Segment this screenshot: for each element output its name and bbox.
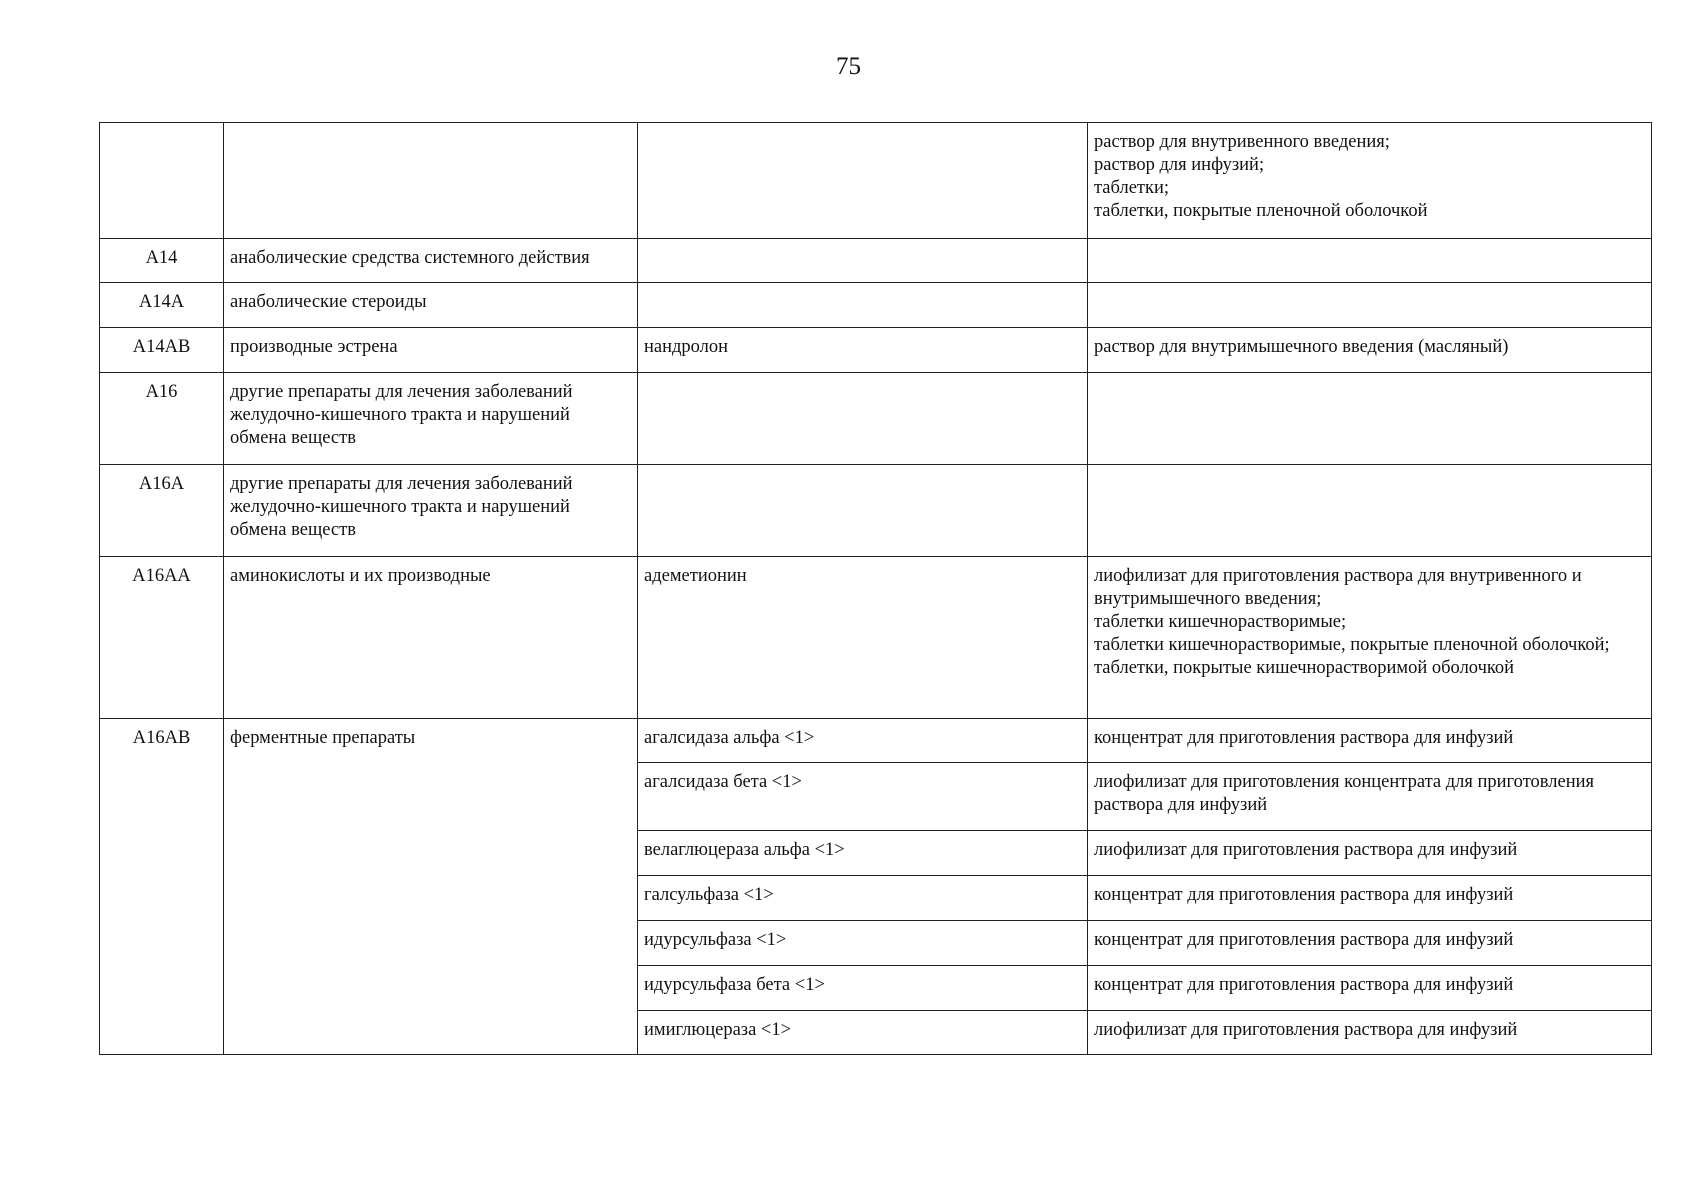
- atc-code-cell: A16AB: [100, 719, 224, 1055]
- table-row: [100, 719, 1652, 763]
- drug-name-cell: идурсульфаза <1>: [638, 921, 1088, 966]
- dosage-form-line: лиофилизат для приготовления раствора для внутривенного и внутримышечного введения;: [1094, 566, 1582, 609]
- group-name-cell: производные эстрена: [224, 328, 638, 373]
- dosage-form-line: раствор для внутривенного введения;: [1094, 132, 1390, 152]
- dosage-forms-cell: лиофилизат для приготовления раствора для инфузий: [1088, 831, 1652, 876]
- group-name-cell: аминокислоты и их производные: [224, 557, 638, 719]
- drug-name-cell: [638, 239, 1088, 283]
- dosage-forms-cell: [1088, 123, 1652, 239]
- dosage-forms-cell: [1088, 283, 1652, 328]
- dosage-form-line: раствор для внутримышечного введения (масляный): [1094, 337, 1509, 357]
- drug-name-cell: [638, 465, 1088, 557]
- group-name-cell: ферментные препараты: [224, 719, 638, 1055]
- drug-name-cell: галсульфаза <1>: [638, 876, 1088, 921]
- group-name-cell: другие препараты для лечения заболеваний желудочно-кишечного тракта и нарушений обмена веществ: [224, 373, 638, 465]
- dosage-forms-cell: концентрат для приготовления раствора для инфузий: [1088, 921, 1652, 966]
- group-name-cell: другие препараты для лечения заболеваний желудочно-кишечного тракта и нарушений обмена веществ: [224, 465, 638, 557]
- drug-name-cell: имиглюцераза <1>: [638, 1011, 1088, 1055]
- table-row: [100, 328, 1652, 373]
- drug-name-cell: идурсульфаза бета <1>: [638, 966, 1088, 1011]
- dosage-forms-cell: [1088, 557, 1652, 719]
- dosage-forms-cell: концентрат для приготовления раствора для инфузий: [1088, 719, 1652, 763]
- atc-code-cell: A14: [100, 239, 224, 283]
- dosage-forms-cell: лиофилизат для приготовления раствора для инфузий: [1088, 1011, 1652, 1055]
- drug-name-cell: [638, 123, 1088, 239]
- dosage-form-line: таблетки, покрытые кишечнорастворимой оболочкой: [1094, 658, 1515, 678]
- page-number: 75: [836, 53, 861, 80]
- dosage-forms-cell: концентрат для приготовления раствора для инфузий: [1088, 876, 1652, 921]
- dosage-form-line: раствор для инфузий;: [1094, 155, 1265, 175]
- drug-name-cell: [638, 373, 1088, 465]
- drug-name-cell: агалсидаза альфа <1>: [638, 719, 1088, 763]
- dosage-form-line: таблетки кишечнорастворимые;: [1094, 612, 1347, 632]
- table-row: [100, 373, 1652, 465]
- dosage-forms-cell: [1088, 239, 1652, 283]
- dosage-forms-cell: лиофилизат для приготовления концентрата для приготовления раствора для инфузий: [1088, 763, 1652, 831]
- group-name-cell: анаболические стероиды: [224, 283, 638, 328]
- drug-table: [99, 122, 1652, 1055]
- table-row: [100, 465, 1652, 557]
- group-name-cell: [224, 123, 638, 239]
- dosage-form-line: таблетки, покрытые пленочной оболочкой: [1094, 201, 1428, 221]
- drug-name-cell: [638, 283, 1088, 328]
- atc-code-cell: A16A: [100, 465, 224, 557]
- dosage-form-line: таблетки;: [1094, 178, 1170, 198]
- table-row: [100, 557, 1652, 719]
- atc-code-cell: A14A: [100, 283, 224, 328]
- dosage-forms-cell: [1088, 328, 1652, 373]
- table-row: [100, 239, 1652, 283]
- dosage-forms-cell: концентрат для приготовления раствора для инфузий: [1088, 966, 1652, 1011]
- atc-code-cell: A16: [100, 373, 224, 465]
- table-row: [100, 123, 1652, 239]
- table-row: [100, 283, 1652, 328]
- dosage-forms-cell: [1088, 465, 1652, 557]
- atc-code-cell: A14AB: [100, 328, 224, 373]
- drug-name-cell: агалсидаза бета <1>: [638, 763, 1088, 831]
- group-name-cell: анаболические средства системного действия: [224, 239, 638, 283]
- drug-name-cell: адеметионин: [638, 557, 1088, 719]
- atc-code-cell: A16AA: [100, 557, 224, 719]
- dosage-forms-cell: [1088, 373, 1652, 465]
- drug-name-cell: нандролон: [638, 328, 1088, 373]
- dosage-form-line: таблетки кишечнорастворимые, покрытые пленочной оболочкой;: [1094, 635, 1610, 655]
- atc-code-cell: [100, 123, 224, 239]
- drug-name-cell: велаглюцераза альфа <1>: [638, 831, 1088, 876]
